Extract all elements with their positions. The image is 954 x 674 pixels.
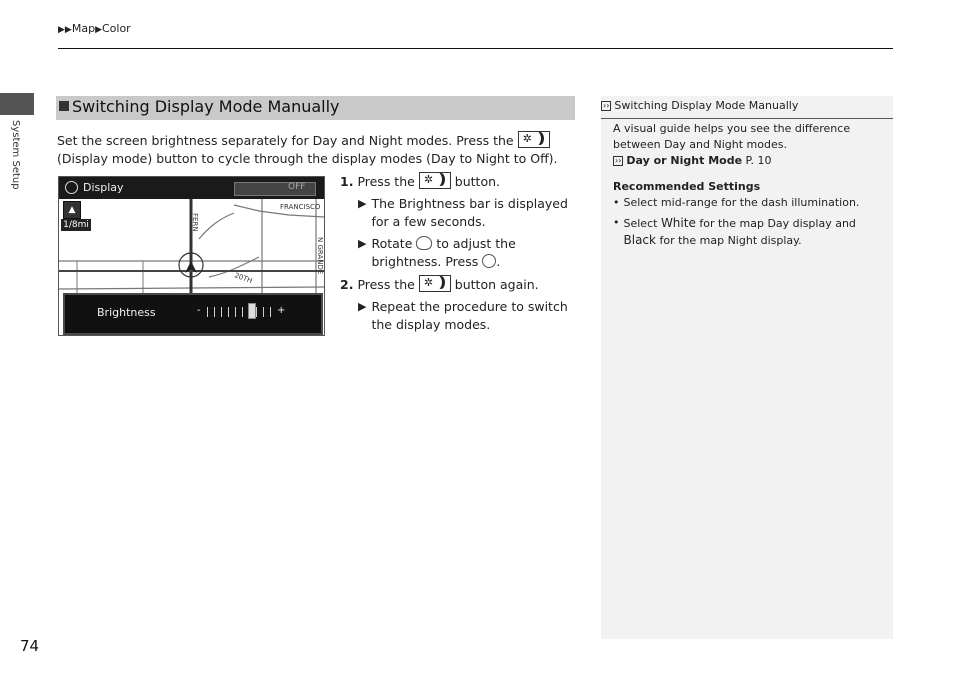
panel-header-text: Switching Display Mode Manually	[614, 99, 799, 112]
intro-text-1: Set the screen brightness separately for Day and Night modes. Press the	[57, 133, 514, 148]
breadcrumb-map[interactable]: Map	[71, 22, 96, 35]
street-label: FERN	[191, 213, 199, 232]
option-black: Black	[623, 233, 656, 247]
step-number: 2.	[340, 277, 354, 292]
substep-text: The Brightness bar is displayed for a few seconds.	[371, 196, 568, 229]
substep-text-part: Rotate	[371, 236, 413, 251]
bullet-icon: •	[613, 216, 620, 229]
link-arrow-icon: ››	[615, 156, 622, 165]
brightness-label: Brightness	[97, 306, 156, 319]
chapter-label: System Setup	[10, 120, 21, 190]
list-item-text: Select mid-range for the dash illumination.	[623, 196, 860, 209]
step-number: 1.	[340, 174, 354, 189]
screen-title: Display	[83, 181, 124, 194]
panel-divider	[601, 118, 893, 119]
panel-header	[601, 99, 798, 112]
substep-text-part: .	[496, 254, 501, 269]
display-screen-illustration	[58, 176, 325, 336]
map-scale: 1/8mi	[61, 219, 91, 231]
mode-off-label: OFF	[288, 182, 306, 192]
breadcrumb-arrow-icon: ▶	[95, 25, 102, 35]
breadcrumb-color[interactable]: Color	[101, 22, 131, 35]
arrow-icon: ▶	[358, 300, 367, 313]
list-text-part: for the map Night display.	[659, 234, 802, 247]
option-white: White	[660, 216, 696, 230]
substep-text	[371, 235, 575, 271]
recommended-heading: Recommended Settings	[613, 180, 761, 193]
brightness-slider-knob	[248, 303, 256, 319]
step-substep	[358, 298, 575, 334]
brightness-plus: +	[277, 305, 286, 316]
step-text: Press the	[357, 174, 415, 189]
chapter-tab-marker	[0, 93, 34, 115]
step-text: Press the	[357, 277, 415, 292]
display-mode-button-icon: ✲	[419, 275, 451, 292]
step-2	[340, 275, 575, 294]
step-1	[340, 172, 575, 191]
panel-body	[613, 121, 883, 249]
header-divider	[58, 48, 893, 49]
procedure-steps	[340, 172, 575, 334]
list-item-text	[624, 215, 884, 249]
breadcrumb	[58, 22, 131, 35]
interface-dial-rotate-icon	[416, 236, 432, 250]
display-mode-button-icon: ✲	[518, 131, 550, 148]
panel-intro: A visual guide helps you see the difference between Day and Night modes.	[613, 122, 851, 151]
cross-reference-link[interactable]	[613, 153, 883, 169]
list-text-part: for the map Day display and	[699, 217, 856, 230]
interface-dial-press-icon	[482, 254, 496, 268]
breadcrumb-arrow-icon: ▶▶	[58, 25, 72, 35]
step-text: button.	[454, 174, 500, 189]
section-square-icon	[59, 101, 69, 111]
arrow-icon: ▶	[358, 237, 367, 250]
street-label: N GRANDE	[316, 237, 324, 275]
north-up-icon: ▲	[63, 201, 81, 219]
list-item	[613, 195, 883, 211]
intro-text-2: (Display mode) button to cycle through the display modes (Day to Night to Off).	[57, 151, 558, 166]
street-label: FRANCISCO	[280, 203, 321, 211]
link-label[interactable]: Day or Night Mode	[626, 154, 743, 167]
link-page[interactable]: P. 10	[745, 154, 772, 167]
page-number: 74	[20, 637, 40, 655]
brightness-scale	[207, 307, 273, 317]
street-label: 20TH	[233, 271, 254, 286]
step-text: button again.	[454, 277, 539, 292]
substep-text: Repeat the procedure to switch the display modes.	[371, 299, 568, 332]
list-text-part: Select	[623, 217, 658, 230]
step-substep	[358, 195, 575, 231]
intro-paragraph	[57, 131, 567, 168]
reference-icon: ››	[603, 101, 610, 110]
display-mode-button-icon: ✲	[419, 172, 451, 189]
bullet-icon: •	[613, 196, 620, 209]
arrow-icon: ▶	[358, 197, 367, 210]
brightness-minus: -	[197, 305, 201, 316]
step-substep	[358, 235, 575, 271]
settings-icon	[65, 181, 78, 194]
substep-text-part: to adjust the brightness. Press	[371, 236, 516, 269]
section-title: Switching Display Mode Manually	[72, 97, 340, 116]
list-item	[613, 215, 883, 249]
